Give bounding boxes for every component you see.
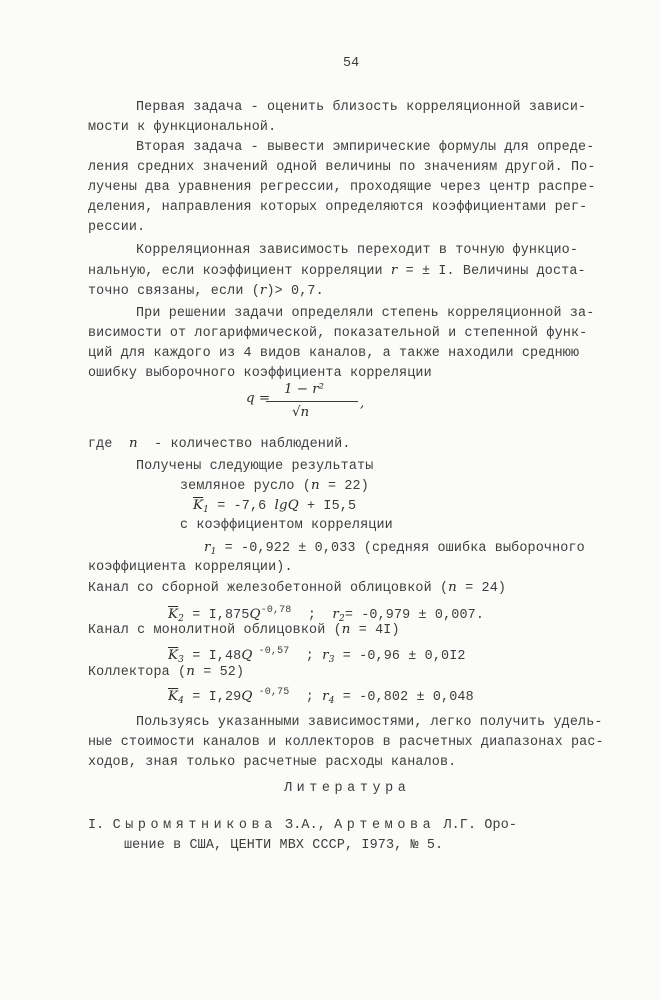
correlation-symbol: r bbox=[259, 283, 267, 298]
result1-r bbox=[204, 540, 585, 560]
para3-text: точно связаны, если ( bbox=[88, 284, 260, 299]
r-symbol: r bbox=[332, 607, 339, 622]
result3-eq: = I,48 bbox=[184, 649, 242, 664]
result2-text: Канал со сборной железобетонной облицовкой ( bbox=[88, 581, 449, 596]
result1-equation bbox=[193, 498, 356, 518]
para3-line3 bbox=[88, 283, 324, 300]
k-subscript: 4 bbox=[178, 696, 185, 706]
result3-text: = 4I) bbox=[350, 623, 400, 638]
reference-number: I. bbox=[88, 818, 113, 833]
para1-line1: Первая задача - оценить близость корреляционной зависи- bbox=[136, 100, 587, 115]
para3-line2 bbox=[88, 263, 586, 280]
correlation-symbol: r bbox=[390, 263, 398, 278]
results-intro: Получены следующие результаты bbox=[136, 459, 374, 474]
r-symbol: r bbox=[322, 648, 329, 663]
para4-line2: висимости от логарифмической, показательной и степенной функ- bbox=[88, 326, 588, 341]
para2-line3: лучены два уравнения регрессии, проходящие через центр распре- bbox=[88, 180, 596, 195]
r-subscript: 4 bbox=[328, 696, 335, 706]
result1-text: = 22) bbox=[319, 479, 369, 494]
para3-text: нальную, если коэффициент корреляции bbox=[88, 264, 391, 279]
result1-eq: = -7,6 bbox=[209, 499, 275, 514]
result4-eq: = I,29 bbox=[184, 690, 242, 705]
n-symbol: n bbox=[341, 622, 351, 637]
result2-r-value: = -0,979 ± 0,007. bbox=[344, 608, 485, 623]
n-symbol: n bbox=[310, 478, 320, 493]
formula-denominator: √n bbox=[292, 405, 310, 420]
result2-label bbox=[88, 580, 506, 597]
para3-text: = ± I. Величины доста- bbox=[397, 264, 586, 279]
r-subscript: 1 bbox=[210, 547, 217, 557]
para4-line3: ций для каждого из 4 видов каналов, а также находили среднюю bbox=[88, 346, 580, 361]
para2-line2: ления средних значений одной величины по значениям другой. По- bbox=[88, 160, 596, 175]
where-text: где bbox=[88, 437, 129, 452]
r-subscript: 3 bbox=[328, 655, 335, 665]
lg-q-symbol: lgQ bbox=[274, 498, 299, 513]
k-symbol: $\overline{K}$ bbox=[168, 607, 179, 622]
separator: ; bbox=[289, 649, 323, 664]
reference-author: Артемова bbox=[334, 818, 436, 833]
conclusion-line1: Пользуясь указанными зависимостями, легко получить удель- bbox=[136, 715, 603, 730]
reference-line1 bbox=[88, 818, 517, 834]
conclusion-line3: ходов, зная только расчетные расходы каналов. bbox=[88, 755, 457, 770]
separator: ; bbox=[289, 690, 323, 705]
reference-author: Сыромятникова bbox=[112, 818, 277, 833]
result3-label bbox=[88, 622, 400, 639]
k-symbol: $\overline{K}$ bbox=[168, 689, 179, 704]
n-symbol: n bbox=[448, 580, 457, 595]
para4-line4: ошибку выборочного коэффициента корреляции bbox=[88, 366, 432, 381]
where-line bbox=[88, 436, 351, 453]
q-symbol: Q bbox=[249, 607, 261, 622]
reference-initials: Л.Г. Оро- bbox=[435, 818, 518, 833]
k-subscript: 1 bbox=[203, 505, 210, 515]
r-symbol: r bbox=[322, 689, 329, 704]
where-text: - количество наблюдений. bbox=[137, 437, 351, 452]
formula-lhs: q = bbox=[246, 391, 271, 406]
n-symbol: n bbox=[186, 664, 196, 679]
result1-eq2: + I5,5 bbox=[298, 499, 357, 514]
k-symbol: $\overline{K}$ bbox=[193, 498, 204, 513]
result4-exponent: -0,75 bbox=[252, 687, 290, 698]
result2-text: = 24) bbox=[456, 581, 507, 596]
k-symbol: $\overline{K}$ bbox=[168, 648, 179, 663]
result1-r-value: = -0,922 ± 0,033 (средняя ошибка выборочного bbox=[216, 541, 585, 556]
q-symbol: Q bbox=[241, 648, 253, 663]
q-symbol: Q bbox=[241, 689, 253, 704]
para2-line1: Вторая задача - вывести эмпирические формулы для опреде- bbox=[136, 140, 595, 155]
result3-r-value: = -0,96 ± 0,0I2 bbox=[334, 649, 466, 664]
para2-line5: рессии. bbox=[88, 220, 146, 235]
literature-heading: Литература bbox=[284, 781, 411, 796]
result4-text: = 52) bbox=[195, 665, 245, 680]
result3-text: Канал с монолитной облицовкой ( bbox=[88, 623, 342, 638]
result1-label bbox=[180, 478, 369, 495]
para4-line1: При решении задачи определяли степень корреляционной за- bbox=[136, 306, 595, 321]
result1-r-cont: коэффициента корреляции). bbox=[88, 560, 293, 575]
result2-exponent: -0,78 bbox=[260, 605, 292, 616]
result4-equation bbox=[168, 685, 474, 709]
result4-text: Коллектора ( bbox=[88, 665, 187, 680]
reference-initials: З.А., bbox=[276, 818, 335, 833]
error-formula bbox=[246, 382, 366, 432]
result4-r-value: = -0,802 ± 0,048 bbox=[334, 690, 474, 705]
result2-eq: = I,875 bbox=[184, 608, 250, 623]
result4-label bbox=[88, 664, 244, 681]
para2-line4: деления, направления которых определяются коэффициентами рег- bbox=[88, 200, 588, 215]
formula-numerator: 1 − r² bbox=[284, 382, 325, 397]
n-symbol: n bbox=[128, 436, 138, 451]
conclusion-line2: ные стоимости каналов и коллекторов в расчетных диапазонах рас- bbox=[88, 735, 604, 750]
formula-trail: , bbox=[360, 396, 365, 411]
reference-line2: шение в США, ЦЕНТИ МВХ СССР, I973, № 5. bbox=[124, 838, 444, 853]
para1-line2: мости к функциональной. bbox=[88, 120, 277, 135]
result1-coef-text: с коэффициентом корреляции bbox=[180, 518, 393, 533]
k-subscript: 2 bbox=[178, 614, 185, 624]
result3-exponent: -0,57 bbox=[252, 646, 290, 657]
r-subscript: 2 bbox=[338, 614, 345, 624]
r-symbol: r bbox=[204, 540, 211, 555]
separator: ; bbox=[291, 608, 333, 623]
page-number: 54 bbox=[343, 56, 360, 71]
para3-text: )> 0,7. bbox=[266, 284, 324, 299]
k-subscript: 3 bbox=[178, 655, 185, 665]
para3-line1: Корреляционная зависимость переходит в точную функцио- bbox=[136, 243, 579, 258]
result1-text: земляное русло ( bbox=[180, 479, 311, 494]
fraction-bar bbox=[266, 401, 358, 402]
